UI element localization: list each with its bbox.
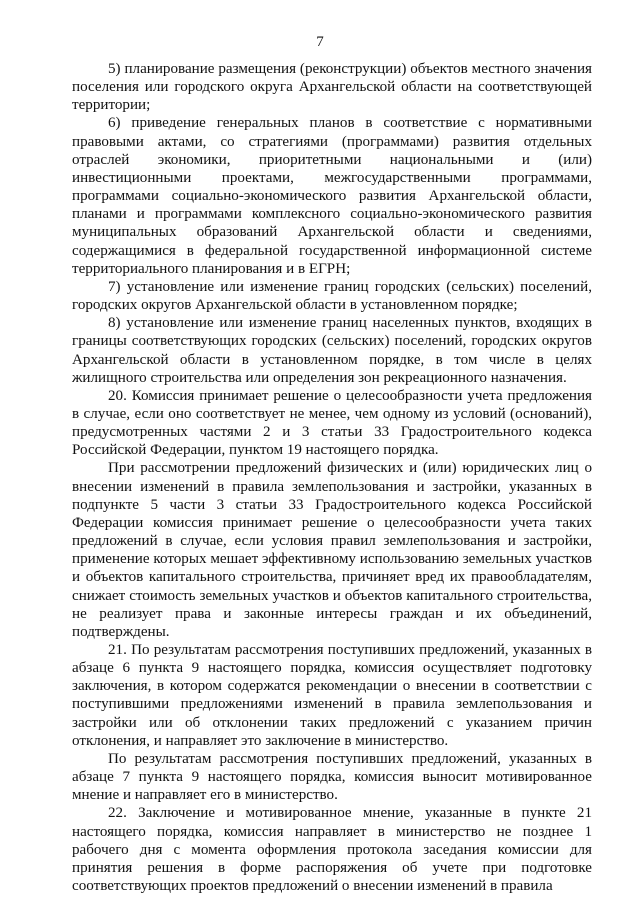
paragraph-clause-21-part-2: По результатам рассмотрения поступивших предложений, указанных в абзаце 7 пункта 9 настоящего порядка, комиссия выносит мотивированное мнение и направляет его в министерство. [72, 750, 592, 804]
paragraph-clause-20: 20. Комиссия принимает решение о целесообразности учета предложения в случае, если оно соответствует не менее, чем одному из условий (оснований), предусмотренных частями 2 и 3 статьи 33 Градостроительного кодекса Российской Федерации, пунктом 19 настоящего порядка. [72, 387, 592, 459]
document-body [72, 60, 592, 895]
paragraph-item-5: 5) планирование размещения (реконструкции) объектов местного значения поселения или городского округа Архангельской области на соответствующей территории; [72, 61, 592, 114]
paragraph-item-6: 6) приведение генеральных планов в соответствие с нормативными правовыми актами, со стратегиями (программами) развития отдельных отраслей экономики, приоритетными национальными и (или) инвестиционными проектами, межгосударственными программами, программами социально-экономического развития Архангельской области, планами и программами комплексного социально-экономического развития муниципальных образований Архангельской области и сведениями, содержащимися в федеральной государственной информационной системе территориального планирования и в ЕГРН; [72, 115, 592, 277]
paragraph-clause-22: 22. Заключение и мотивированное мнение, указанные в пункте 21 настоящего порядка, комиссия направляет в министерство не позднее 1 рабочего дня с момента оформления протокола заседания комиссии для принятия решения в форме распоряжения об учете при подготовке соответствующих проектов предложений о внесении изменений в правила [72, 805, 592, 895]
paragraph-clause-21: 21. По результатам рассмотрения поступивших предложений, указанных в абзаце 6 пункта 9 настоящего порядка, комиссия осуществляет подготовку заключения, в котором содержатся рекомендации о внесении в соответствии с поступившими предложениями изменений в правила землепользования и застройки или об отклонении таких предложений с указанием причин отклонения, и направляет это заключение в министерство. [72, 642, 592, 749]
paragraph-item-8: 8) установление или изменение границ населенных пунктов, входящих в границы соответствующих городских (сельских) поселений, городских округов Архангельской области в установленном порядке, в том числе в целях жилищного строительства или определения зон рекреационного назначения. [72, 315, 592, 386]
paragraph-item-7: 7) установление или изменение границ городских (сельских) поселений, городских округов Архангельской области в установленном порядке; [72, 278, 592, 314]
page-number: 7 [316, 34, 324, 50]
paragraph-clause-20-part-2: При рассмотрении предложений физических и (или) юридических лиц о внесении изменений в правила землепользования и застройки, указанных в подпункте 5 части 3 статьи 33 Градостроительного кодекса Российской Федерации комиссия принимает решение о целесообразности учета таких предложений в случае, если условия правил землепользования и застройки, применение которых мешает эффективному использованию земельных участков и объектов капитального строительства, причиняет вред их правообладателям, снижает стоимость земельных участков и объектов капитального строительства, не реализует права и законные интересы граждан и их объединений, подтверждены. [72, 460, 592, 640]
